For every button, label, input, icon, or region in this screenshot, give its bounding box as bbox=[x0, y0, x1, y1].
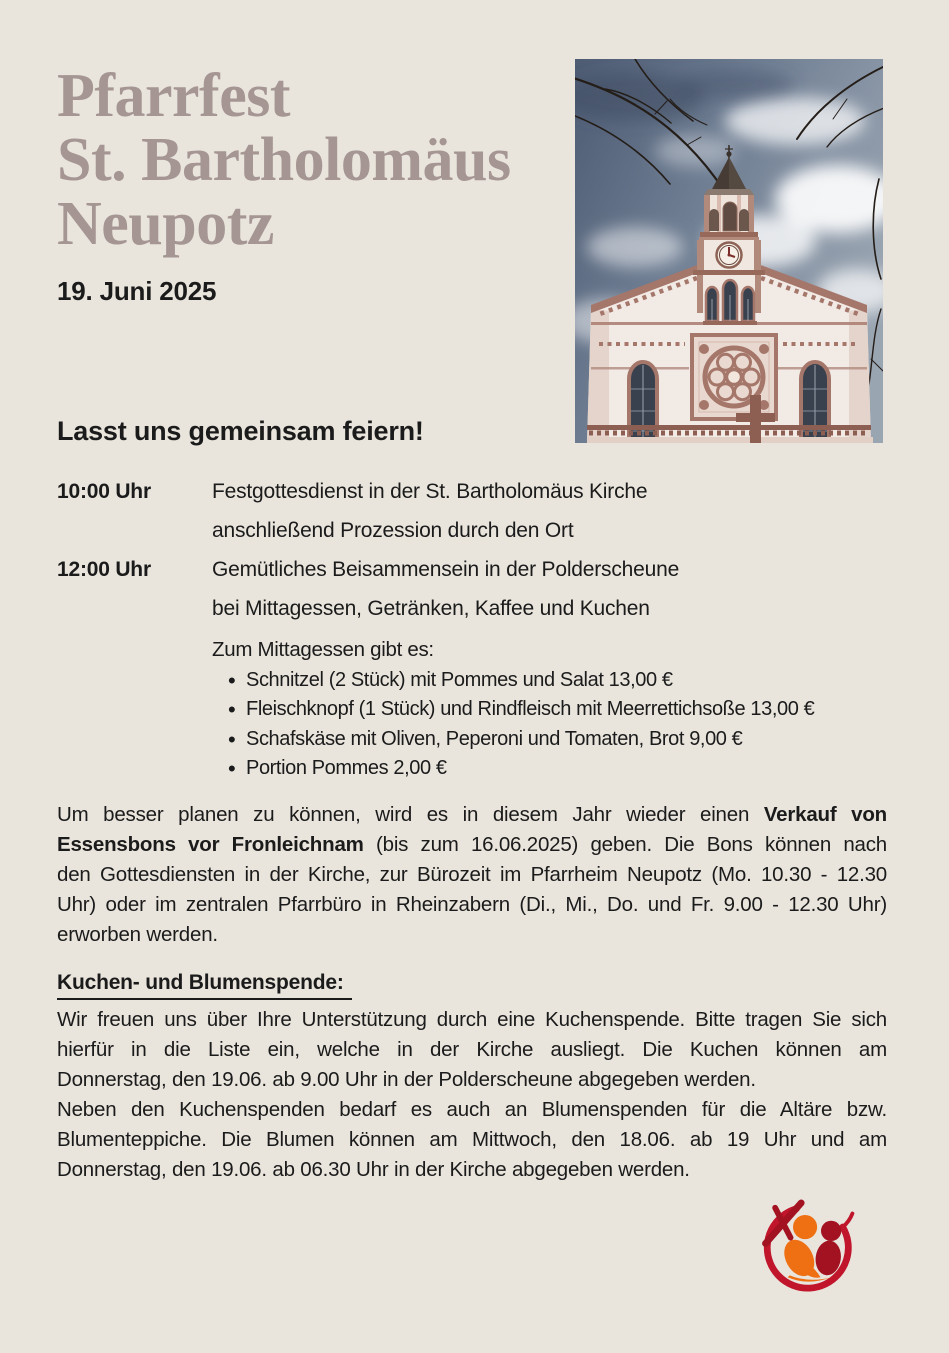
flyer-title: Pfarrfest St. Bartholomäus Neupotz bbox=[57, 62, 511, 258]
paragraph-essensbons: Um besser planen zu können, wird es in diesem Jahr wieder einen Verkauf von Essensbons vor Fronleichnam (bis zum 16.06.2025) geben. Die Bons können nach den Gottesdiensten in der Kirche, zur Bürozeit im Pfarrheim Neupotz (Mo. 10.30 - 12.30 Uhr) oder im zentralen Pfarrbüro in Rheinzabern (Di., Mi., Do. und Fr. 9.00 - 12.30 Uhr) erworben werden. bbox=[57, 803, 888, 946]
lunch-menu bbox=[212, 635, 814, 784]
schedule-desc: bei Mittagessen, Getränken, Kaffee und Kuchen bbox=[212, 597, 650, 620]
menu-item: • Fleischknopf (1 Stück) und Rindfleisch mit Meerrettichsoße 13,00 € bbox=[246, 695, 814, 724]
rose-window bbox=[692, 335, 776, 419]
schedule-time bbox=[57, 589, 212, 628]
paragraph-kuchenspende: Wir freuen uns über Ihre Unterstützung durch eine Kuchenspende. Bitte tragen Sie sich hierfür in die Liste ein, welche in der Kirche ausliegt. Die Kuchen können am Donnerstag, den 19.06. ab 9.00 Uhr in der Polderscheune abgegeben werden. bbox=[57, 1008, 887, 1091]
parish-logo-graphic bbox=[751, 1192, 863, 1293]
gable-window bbox=[703, 280, 757, 325]
event-date: 19. Juni 2025 bbox=[57, 276, 217, 306]
menu-item: • Schnitzel (2 Stück) mit Pommes und Salat 13,00 € bbox=[246, 666, 814, 695]
church-photo bbox=[575, 59, 883, 443]
clock bbox=[717, 243, 742, 268]
schedule-desc: anschließend Prozession durch den Ort bbox=[212, 519, 574, 542]
event-schedule bbox=[57, 472, 679, 628]
schedule-time: 12:00 Uhr bbox=[57, 558, 151, 581]
schedule-desc: Festgottesdienst in der St. Bartholomäus Kirche bbox=[212, 480, 648, 503]
section-kuchenspende bbox=[57, 968, 887, 1185]
side-window-left bbox=[629, 362, 657, 443]
section-heading-feiern: Lasst uns gemeinsam feiern! bbox=[57, 416, 424, 446]
logo-figure-red bbox=[813, 1221, 843, 1277]
schedule-desc: Gemütliches Beisammensein in der Polderscheune bbox=[212, 558, 680, 581]
menu-intro: Zum Mittagessen gibt es: bbox=[212, 638, 434, 661]
schedule-time bbox=[57, 511, 212, 550]
schedule-time: 10:00 Uhr bbox=[57, 480, 151, 503]
menu-item: • Portion Pommes 2,00 € bbox=[246, 754, 814, 783]
menu-list bbox=[212, 666, 814, 784]
church-photo-graphic bbox=[575, 59, 883, 443]
menu-item: • Schafskäse mit Oliven, Peperoni und Tomaten, Brot 9,00 € bbox=[246, 725, 814, 754]
parish-logo bbox=[751, 1192, 863, 1293]
heading-kuchenspende: Kuchen- und Blumenspende: bbox=[57, 970, 352, 1000]
paragraph-blumenspende: Neben den Kuchenspenden bedarf es auch an Blumenspenden für die Altäre bzw. Blumenteppiche. Die Blumen können am Mittwoch, den 18.06. ab 19 Uhr und am Donnerstag, den 19.06. ab 06.30 Uhr in der Kirche abgegeben werden. bbox=[57, 1098, 887, 1181]
